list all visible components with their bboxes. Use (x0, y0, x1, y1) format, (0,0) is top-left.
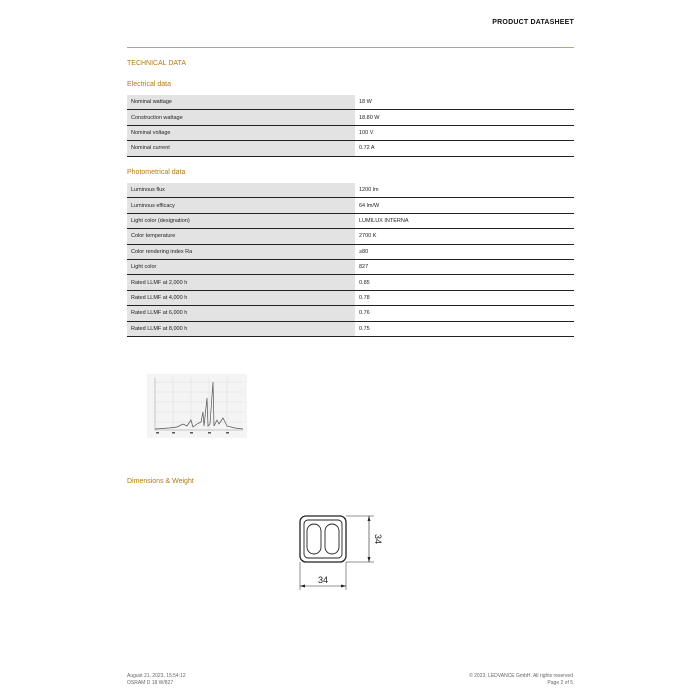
spectral-distribution-graphic (147, 374, 247, 438)
tube-right (325, 524, 339, 554)
row-label: Light color (127, 259, 355, 274)
row-label: Rated LLMF at 8,000 h (127, 321, 355, 336)
footer-copyright: © 2023, LEDVANCE GmbH. All rights reserved (469, 673, 573, 679)
technical-data-heading: TECHNICAL DATA (127, 60, 186, 67)
table-row (127, 259, 574, 274)
row-value: 0.85 (355, 275, 574, 290)
document-type-label: PRODUCT DATASHEET (492, 19, 574, 26)
table-row (127, 229, 574, 244)
photometrical-data-heading: Photometrical data (127, 169, 186, 176)
row-value: LUMILUX INTERNA (355, 213, 574, 228)
width-arrow-right (341, 585, 346, 588)
row-value: 18.80 W (355, 110, 574, 125)
table-row (127, 110, 574, 125)
table-row (127, 290, 574, 305)
footer-product-code: OSRAM D 18 W/827 (127, 680, 174, 686)
row-label: Luminous flux (127, 183, 355, 198)
row-value: 100 V (355, 125, 574, 140)
dimension-drawing (296, 510, 386, 600)
table-row (127, 321, 574, 336)
row-label: Rated LLMF at 6,000 h (127, 306, 355, 321)
height-dimension-label: 34 (373, 533, 383, 545)
page-header (127, 18, 574, 38)
table-row (127, 275, 574, 290)
table-row (127, 125, 574, 140)
row-label: Light color (designation) (127, 213, 355, 228)
footer-page-number: Page 2 of 5 (547, 680, 573, 686)
dimensions-heading: Dimensions & Weight (127, 478, 194, 485)
height-arrow-top (368, 516, 371, 521)
table-row (127, 213, 574, 228)
row-value: 2700 K (355, 229, 574, 244)
footer-left (127, 673, 186, 687)
footer-right (469, 673, 573, 687)
row-value: 0.78 (355, 290, 574, 305)
row-value: ≥80 (355, 244, 574, 259)
row-label: Color temperature (127, 229, 355, 244)
row-value: 827 (355, 259, 574, 274)
photometrical-data-table (127, 183, 574, 337)
table-row (127, 198, 574, 213)
row-label: Rated LLMF at 4,000 h (127, 290, 355, 305)
table-row (127, 244, 574, 259)
row-value: 1200 lm (355, 183, 574, 198)
table-row (127, 95, 574, 110)
row-value: 18 W (355, 95, 574, 110)
tube-left (307, 524, 321, 554)
row-label: Nominal voltage (127, 125, 355, 140)
row-label: Rated LLMF at 2,000 h (127, 275, 355, 290)
row-label: Color rendering index Ra (127, 244, 355, 259)
footer-date: August 21, 2023, 15:54:12 (127, 673, 186, 679)
row-label: Nominal current (127, 141, 355, 156)
row-value: 0.76 (355, 306, 574, 321)
row-label: Nominal wattage (127, 95, 355, 110)
row-value: 0.75 (355, 321, 574, 336)
height-arrow-bottom (368, 557, 371, 562)
electrical-data-table (127, 95, 574, 157)
table-row (127, 183, 574, 198)
row-label: Construction wattage (127, 110, 355, 125)
table-row (127, 306, 574, 321)
width-dimension-label: 34 (317, 575, 329, 585)
row-value: 0.72 A (355, 141, 574, 156)
electrical-data-heading: Electrical data (127, 81, 171, 88)
table-row (127, 141, 574, 156)
width-arrow-left (300, 585, 305, 588)
header-divider (127, 47, 574, 48)
row-label: Luminous efficacy (127, 198, 355, 213)
row-value: 64 lm/W (355, 198, 574, 213)
